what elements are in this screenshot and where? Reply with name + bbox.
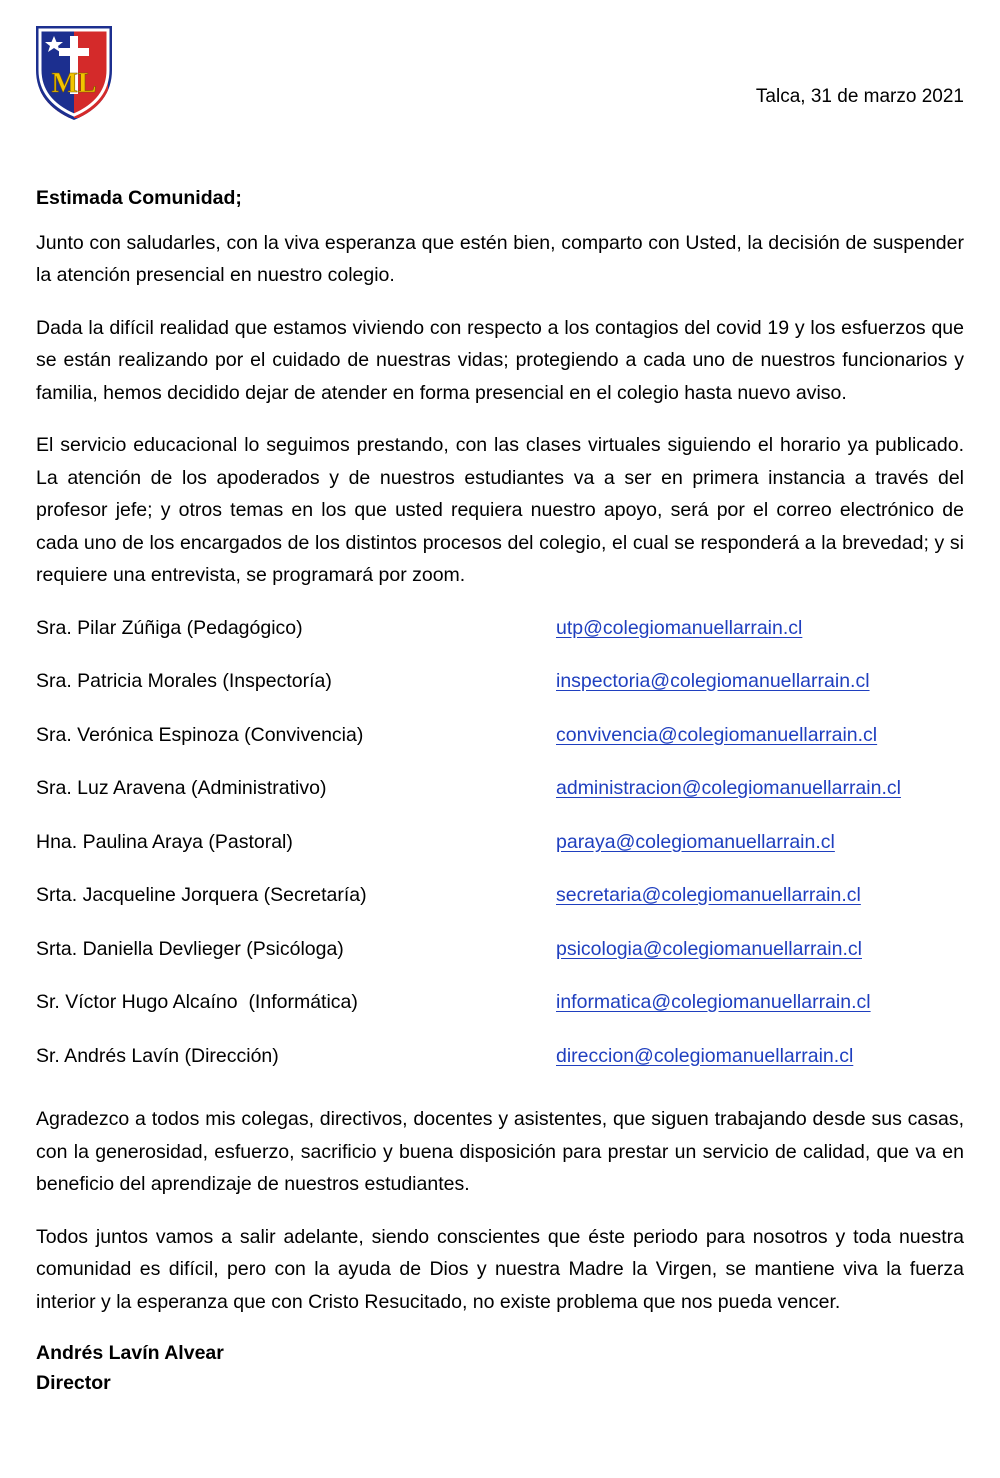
contact-email-link[interactable]: paraya@colegiomanuellarrain.cl <box>556 830 835 853</box>
paragraph-situation: Dada la difícil realidad que estamos viviendo con respecto a los contagios del covid 19 y los esfuerzos que se están realizando por el cuidado de nuestras vidas; protegiendo a cada uno de nuestros funcionarios y familia, hemos decidido dejar de atender en forma presencial en el colegio hasta nuevo aviso. <box>36 316 964 404</box>
contact-email-link[interactable]: inspectoria@colegiomanuellarrain.cl <box>556 670 870 692</box>
contact-name: Sr. Andrés Lavín (Dirección) <box>36 1044 279 1067</box>
letter-date: Talca, 31 de marzo 2021 <box>755 86 964 107</box>
signature-name: Andrés Lavín Alvear <box>36 1342 224 1364</box>
contact-email-link[interactable]: convivencia@colegiomanuellarrain.cl <box>556 723 878 746</box>
contact-row <box>36 612 964 666</box>
contact-name: Sra. Verónica Espinoza (Convivencia) <box>36 723 364 746</box>
contact-email-link[interactable]: secretaria@colegiomanuellarrain.cl <box>556 884 861 906</box>
contact-name: Srta. Jacqueline Jorquera (Secretaría) <box>36 884 367 906</box>
contact-name: Hna. Paulina Araya (Pastoral) <box>36 830 293 853</box>
signature-block <box>36 1338 964 1398</box>
greeting: Estimada Comunidad; <box>36 187 242 209</box>
contact-row <box>36 1040 964 1094</box>
school-crest-logo <box>32 22 116 124</box>
contact-email-link[interactable]: psicologia@colegiomanuellarrain.cl <box>556 937 862 960</box>
contact-row <box>36 933 964 987</box>
contact-email-link[interactable]: administracion@colegiomanuellarrain.cl <box>556 777 901 799</box>
contact-email-link[interactable]: informatica@colegiomanuellarrain.cl <box>556 991 871 1013</box>
contact-name: Sra. Pilar Zúñiga (Pedagógico) <box>36 616 303 639</box>
contact-row <box>36 826 964 880</box>
contact-row <box>36 879 964 933</box>
contact-name: Sra. Patricia Morales (Inspectoría) <box>36 670 332 692</box>
contact-name: Sra. Luz Aravena (Administrativo) <box>36 777 327 799</box>
contact-row <box>36 986 964 1040</box>
paragraph-closing: Todos juntos vamos a salir adelante, siendo conscientes que éste periodo para nosotros y toda nuestra comunidad es difícil, pero con la ayuda de Dios y nuestra Madre la Virgen, se mantiene viva la fuerza interior y la esperanza que con Cristo Resucitado, no existe problema que nos pueda vencer. <box>36 1225 964 1313</box>
contact-row <box>36 665 964 719</box>
letter-body <box>36 182 964 1398</box>
signature-title: Director <box>36 1372 111 1394</box>
paragraph-thanks: Agradezco a todos mis colegas, directivos, docentes y asistentes, que siguen trabajando desde sus casas, con la generosidad, esfuerzo, sacrificio y buena disposición para prestar un servicio de calidad, que va en beneficio del aprendizaje de nuestros estudiantes. <box>36 1108 964 1195</box>
paragraph-intro: Junto con saludarles, con la viva esperanza que estén bien, comparto con Usted, la decisión de suspender la atención presencial en nuestro colegio. <box>36 231 964 286</box>
contact-list <box>36 612 964 1094</box>
contact-name: Sr. Víctor Hugo Alcaíno (Informática) <box>36 991 358 1013</box>
paragraph-service: El servicio educacional lo seguimos prestando, con las clases virtuales siguiendo el horario ya publicado. La atención de los apoderados y de nuestros estudiantes va a ser en primera instancia a través del profesor jefe; y otros temas en los que usted requiera nuestro apoyo, será por el correo electrónico de cada uno de los encargados de los distintos procesos del colegio, el cual se responderá a la brevedad; y si requiere una entrevista, se programará por zoom. <box>36 434 964 586</box>
contact-name: Srta. Daniella Devlieger (Psicóloga) <box>36 937 344 960</box>
contact-email-link[interactable]: direccion@colegiomanuellarrain.cl <box>556 1044 854 1067</box>
contact-email-link[interactable]: utp@colegiomanuellarrain.cl <box>556 616 803 639</box>
svg-text:ML: ML <box>51 68 97 99</box>
contact-row <box>36 719 964 773</box>
contact-row <box>36 772 964 826</box>
